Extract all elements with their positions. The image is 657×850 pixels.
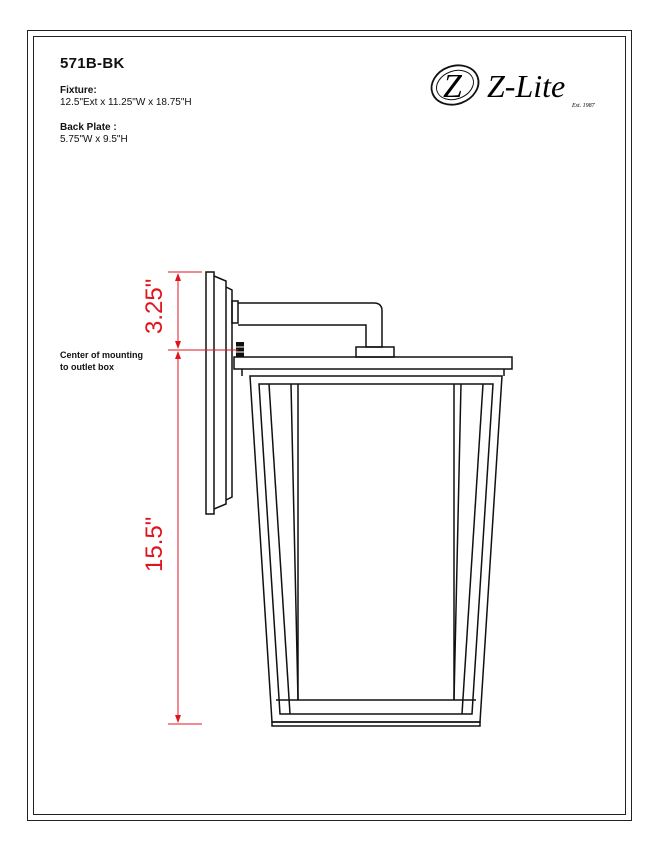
dimension-lines xyxy=(168,272,238,724)
lantern-glass-left xyxy=(291,384,298,700)
logo-brand: Z-Lite xyxy=(487,68,566,104)
mounting-arm xyxy=(232,301,394,357)
model-number: 571B-BK xyxy=(60,55,125,72)
lantern xyxy=(234,357,512,726)
dimension-arrow xyxy=(175,351,181,359)
fixture-label: Fixture: xyxy=(60,85,97,96)
fixture-dimensions: 12.5"Ext x 11.25"W x 18.75"H xyxy=(60,97,192,108)
back-plate-dimensions: 5.75"W x 9.5"H xyxy=(60,134,128,145)
dimension-upper-label: 3.25" xyxy=(141,278,168,334)
lantern-glass-right xyxy=(454,384,461,700)
back-plate-outer xyxy=(206,272,214,514)
arm-cap xyxy=(356,347,394,357)
logo-est: Est. 1987 xyxy=(572,103,595,109)
dimension-arrow xyxy=(175,341,181,349)
dimension-arrow xyxy=(175,273,181,281)
lantern-top-plate xyxy=(234,357,512,369)
z-lite-logo xyxy=(426,59,596,111)
back-plate-label: Back Plate : xyxy=(60,122,117,133)
back-plate-edge xyxy=(226,287,232,500)
back-plate-profile xyxy=(214,276,226,509)
arm-body xyxy=(238,303,382,347)
mounting-note-line2: to outlet box xyxy=(60,362,114,372)
mounting-note-line1: Center of mounting xyxy=(60,350,143,360)
dimension-lower-label: 15.5" xyxy=(141,516,168,572)
logo-monogram: Z xyxy=(443,68,462,105)
back-plate xyxy=(206,272,232,514)
dimension-arrow xyxy=(175,715,181,723)
lantern-bottom xyxy=(272,722,480,726)
